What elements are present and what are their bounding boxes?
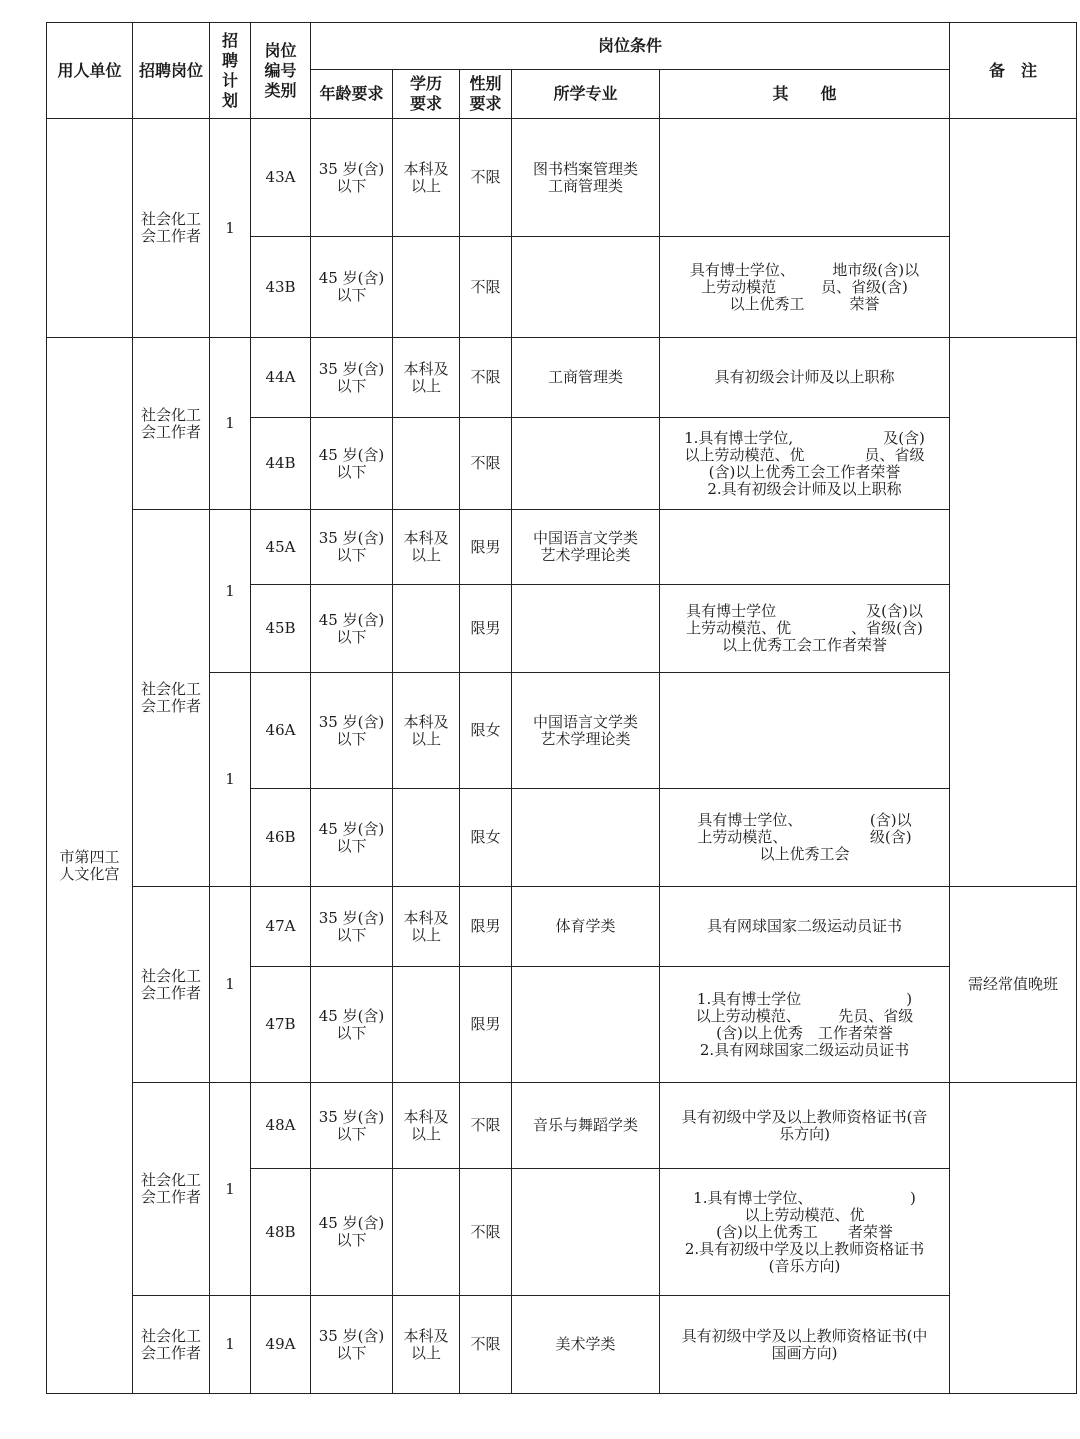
other-cell: 具有初级中学及以上教师资格证书(音 乐方向) — [660, 1083, 950, 1169]
code-cell: 48B — [251, 1169, 311, 1296]
gender-cell: 限女 — [460, 673, 512, 789]
remark-cell — [950, 1083, 1077, 1394]
unit-cell-top — [47, 119, 133, 338]
major-cell: 音乐与舞蹈学类 — [512, 1083, 660, 1169]
major-cell: 中国语言文学类 艺术学理论类 — [512, 673, 660, 789]
post-cell: 社会化工 会工作者 — [133, 338, 210, 510]
gender-cell: 不限 — [460, 418, 512, 510]
header-other: 其 他 — [660, 70, 950, 119]
major-cell — [512, 237, 660, 338]
plan-cell: 1 — [210, 1296, 251, 1394]
age-cell: 45 岁(含) 以下 — [311, 967, 393, 1083]
header-plan: 招 聘 计 划 — [210, 23, 251, 119]
recruitment-table — [46, 22, 1077, 1394]
other-cell — [660, 673, 950, 789]
edu-cell: 本科及 以上 — [393, 338, 460, 418]
gender-cell: 不限 — [460, 1296, 512, 1394]
edu-cell — [393, 585, 460, 673]
post-cell: 社会化工 会工作者 — [133, 510, 210, 887]
gender-cell: 限女 — [460, 789, 512, 887]
gender-cell: 不限 — [460, 1083, 512, 1169]
age-cell: 45 岁(含) 以下 — [311, 789, 393, 887]
plan-cell: 1 — [210, 887, 251, 1083]
table-row — [47, 338, 1077, 418]
code-cell: 43A — [251, 119, 311, 237]
other-cell: 具有博士学位、 (含)以 上劳动模范、 级(含) 以上优秀工会 — [660, 789, 950, 887]
code-cell: 44B — [251, 418, 311, 510]
code-cell: 49A — [251, 1296, 311, 1394]
age-cell: 45 岁(含) 以下 — [311, 585, 393, 673]
other-cell: 具有博士学位、 地市级(含)以 上劳动模范 员、省级(含) 以上优秀工 荣誉 — [660, 237, 950, 338]
age-cell: 35 岁(含) 以下 — [311, 1296, 393, 1394]
gender-cell: 限男 — [460, 510, 512, 585]
age-cell: 45 岁(含) 以下 — [311, 237, 393, 338]
edu-cell: 本科及 以上 — [393, 119, 460, 237]
other-cell: 具有博士学位 及(含)以 上劳动模范、优 、省级(含) 以上优秀工会工作者荣誉 — [660, 585, 950, 673]
other-cell: 具有初级会计师及以上职称 — [660, 338, 950, 418]
edu-cell — [393, 967, 460, 1083]
age-cell: 45 岁(含) 以下 — [311, 418, 393, 510]
age-cell: 45 岁(含) 以下 — [311, 1169, 393, 1296]
age-cell: 35 岁(含) 以下 — [311, 887, 393, 967]
age-cell: 35 岁(含) 以下 — [311, 510, 393, 585]
age-cell: 35 岁(含) 以下 — [311, 119, 393, 237]
header-major: 所学专业 — [512, 70, 660, 119]
major-cell: 体育学类 — [512, 887, 660, 967]
post-cell: 社会化工 会工作者 — [133, 887, 210, 1083]
edu-cell — [393, 418, 460, 510]
major-cell — [512, 585, 660, 673]
plan-cell: 1 — [210, 1083, 251, 1296]
major-cell — [512, 1169, 660, 1296]
age-cell: 35 岁(含) 以下 — [311, 338, 393, 418]
unit-cell-main: 市第四工 人文化宫 — [47, 338, 133, 1394]
major-cell — [512, 418, 660, 510]
age-cell: 35 岁(含) 以下 — [311, 1083, 393, 1169]
code-cell: 47B — [251, 967, 311, 1083]
code-cell: 44A — [251, 338, 311, 418]
header-remark: 备 注 — [950, 23, 1077, 119]
header-age: 年龄要求 — [311, 70, 393, 119]
gender-cell: 不限 — [460, 119, 512, 237]
plan-cell: 1 — [210, 510, 251, 673]
other-cell: 1.具有博士学位、 ) 以上劳动模范、优 (含)以上优秀工 者荣誉 2.具有初级中学及以上教师资格证书 (音乐方向) — [660, 1169, 950, 1296]
edu-cell: 本科及 以上 — [393, 510, 460, 585]
gender-cell: 限男 — [460, 887, 512, 967]
major-cell: 中国语言文学类 艺术学理论类 — [512, 510, 660, 585]
table-row — [47, 119, 1077, 237]
major-cell — [512, 789, 660, 887]
gender-cell: 限男 — [460, 585, 512, 673]
plan-cell: 1 — [210, 673, 251, 887]
header-edu: 学历 要求 — [393, 70, 460, 119]
remark-cell — [950, 338, 1077, 887]
code-cell: 45B — [251, 585, 311, 673]
table-row — [47, 1296, 1077, 1394]
code-cell: 46A — [251, 673, 311, 789]
gender-cell: 不限 — [460, 237, 512, 338]
post-cell: 社会化工 会工作者 — [133, 119, 210, 338]
major-cell — [512, 967, 660, 1083]
code-cell: 48A — [251, 1083, 311, 1169]
remark-cell: 需经常值晚班 — [950, 887, 1077, 1083]
other-cell: 具有网球国家二级运动员证书 — [660, 887, 950, 967]
other-cell — [660, 510, 950, 585]
edu-cell: 本科及 以上 — [393, 673, 460, 789]
edu-cell — [393, 237, 460, 338]
post-cell: 社会化工 会工作者 — [133, 1083, 210, 1296]
gender-cell: 不限 — [460, 338, 512, 418]
edu-cell: 本科及 以上 — [393, 1296, 460, 1394]
gender-cell: 限男 — [460, 967, 512, 1083]
other-cell: 1.具有博士学位, 及(含) 以上劳动模范、优 员、省级 (含)以上优秀工会工作者荣誉 2.具有初级会计师及以上职称 — [660, 418, 950, 510]
header-gender: 性别 要求 — [460, 70, 512, 119]
major-cell: 工商管理类 — [512, 338, 660, 418]
gender-cell: 不限 — [460, 1169, 512, 1296]
header-code: 岗位 编号 类别 — [251, 23, 311, 119]
other-cell: 具有初级中学及以上教师资格证书(中 国画方向) — [660, 1296, 950, 1394]
post-cell: 社会化工 会工作者 — [133, 1296, 210, 1394]
table-row — [47, 887, 1077, 967]
code-cell: 45A — [251, 510, 311, 585]
code-cell: 47A — [251, 887, 311, 967]
plan-cell: 1 — [210, 119, 251, 338]
header-post: 招聘岗位 — [133, 23, 210, 119]
code-cell: 46B — [251, 789, 311, 887]
edu-cell: 本科及 以上 — [393, 1083, 460, 1169]
other-cell — [660, 119, 950, 237]
remark-cell — [950, 119, 1077, 338]
table-row — [47, 510, 1077, 585]
major-cell: 图书档案管理类 工商管理类 — [512, 119, 660, 237]
major-cell: 美术学类 — [512, 1296, 660, 1394]
other-cell: 1.具有博士学位 ) 以上劳动模范、 先员、省级 (含)以上优秀 工作者荣誉 2.具有网球国家二级运动员证书 — [660, 967, 950, 1083]
table-row — [47, 1083, 1077, 1169]
code-cell: 43B — [251, 237, 311, 338]
edu-cell — [393, 1169, 460, 1296]
plan-cell: 1 — [210, 338, 251, 510]
header-conditions: 岗位条件 — [311, 23, 950, 70]
header-unit: 用人单位 — [47, 23, 133, 119]
edu-cell — [393, 789, 460, 887]
age-cell: 35 岁(含) 以下 — [311, 673, 393, 789]
edu-cell: 本科及 以上 — [393, 887, 460, 967]
